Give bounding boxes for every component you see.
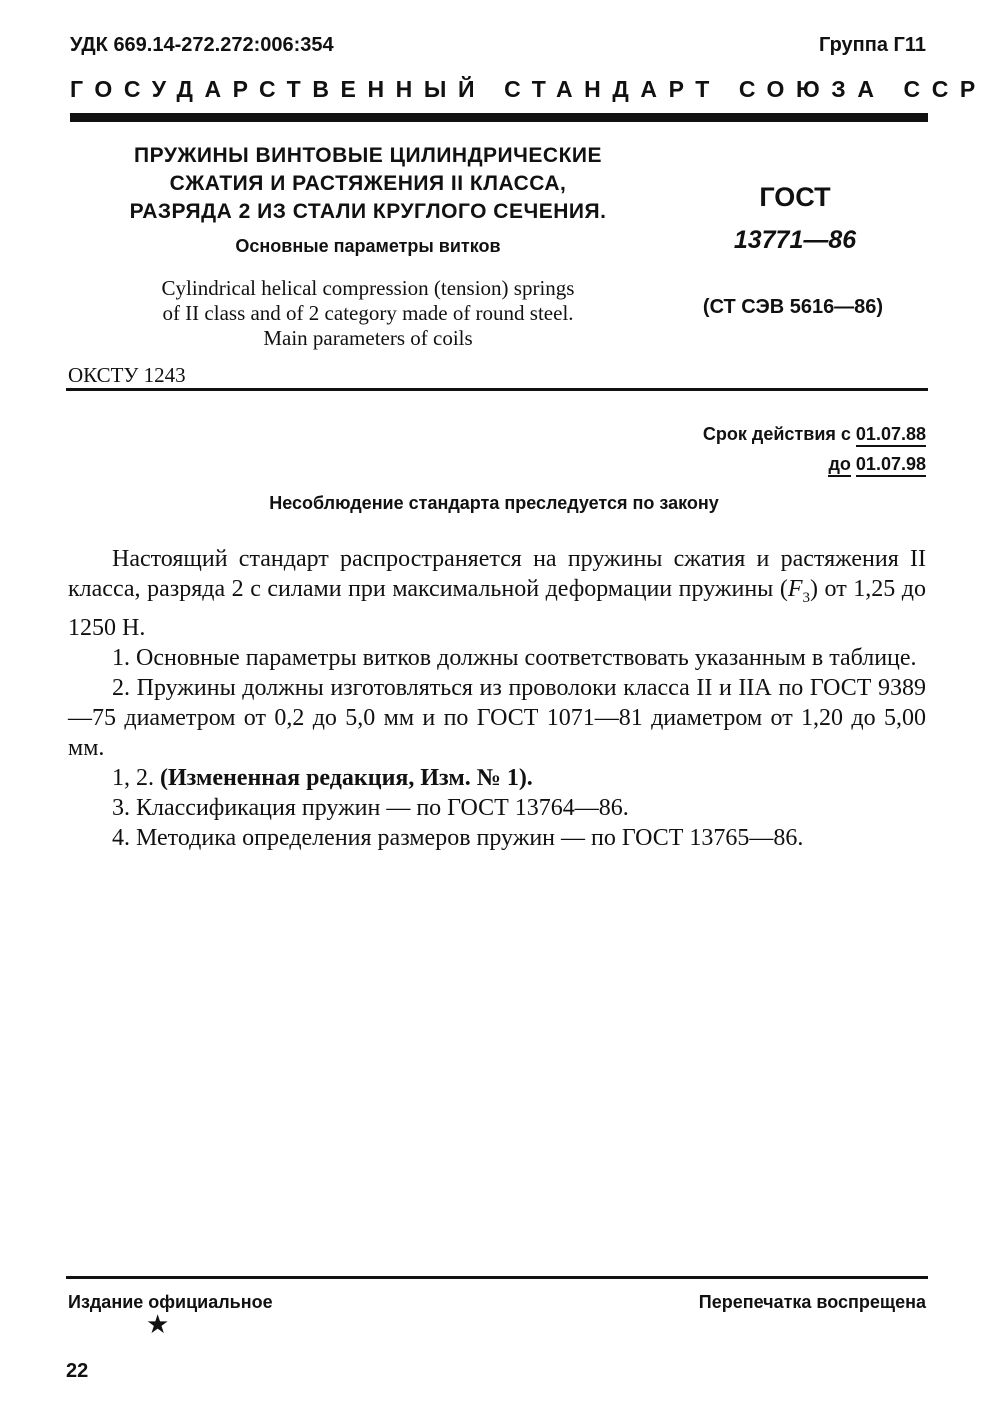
english-title-line-2: of II class and of 2 category made of round steel. xyxy=(162,301,574,325)
gost-label: ГОСТ xyxy=(759,182,831,212)
group-code: Группа Г11 xyxy=(819,34,926,56)
validity-from-date: 01.07.88 xyxy=(856,424,926,447)
clause-4: 4. Методика определения размеров пружин — по ГОСТ 13765—86. xyxy=(112,824,804,851)
page-number: 22 xyxy=(66,1360,89,1382)
amendment-prefix: 1, 2. xyxy=(112,764,154,791)
english-title-line-3: Main parameters of coils xyxy=(263,326,473,350)
body-text xyxy=(68,544,926,853)
clause-1: 1. Основные параметры витков должны соответствовать указанным в таблице. xyxy=(112,644,917,671)
validity-from-label: Срок действия с xyxy=(702,424,851,444)
english-title xyxy=(90,276,646,351)
title-line-1: ПРУЖИНЫ ВИНТОВЫЕ ЦИЛИНДРИЧЕСКИЕ xyxy=(134,144,602,167)
validity-to-date: 01.07.98 xyxy=(856,454,926,477)
reprint-prohibited-label: Перепечатка воспрещена xyxy=(698,1292,926,1312)
st-sev-reference: (СТ СЭВ 5616—86) xyxy=(702,296,884,318)
validity-to xyxy=(828,454,926,475)
gost-number: 13771—86 xyxy=(733,226,857,254)
document-subtitle: Основные параметры витков xyxy=(235,236,501,256)
validity-from xyxy=(703,424,926,445)
intro-text-a: Настоящий стандарт распространяется на пружины сжатия и растяжения II класса, разряда 2 с силами при максимальной деформации пружины ( xyxy=(68,546,926,602)
footer-rule xyxy=(66,1276,928,1279)
intro-paragraph xyxy=(68,544,926,643)
intro-text-b: ) от 1,25 до 1250 Н. xyxy=(68,576,927,641)
title-line-2: СЖАТИЯ И РАСТЯЖЕНИЯ II КЛАССА, xyxy=(169,172,567,195)
clause-3: 3. Классификация пружин — по ГОСТ 13764—86. xyxy=(112,794,629,821)
udk-code: УДК 669.14-272.272:006:354 xyxy=(70,34,334,56)
document-title xyxy=(90,142,646,226)
state-standard-heading: ГОСУДАРСТВЕННЫЙ СТАНДАРТ СОЮЗА ССР xyxy=(70,76,987,102)
validity-to-label: до xyxy=(828,454,850,477)
english-title-line-1: Cylindrical helical compression (tension) springs xyxy=(161,276,575,300)
amendment-note xyxy=(68,763,926,793)
star-icon: ★ xyxy=(146,1310,170,1339)
official-edition-label: Издание официальное xyxy=(68,1292,273,1312)
law-notice: Несоблюдение стандарта преследуется по закону xyxy=(269,493,719,513)
header-bottom-rule xyxy=(66,388,928,391)
header-thick-rule xyxy=(70,113,928,122)
title-line-3: РАЗРЯДА 2 ИЗ СТАЛИ КРУГЛОГО СЕЧЕНИЯ. xyxy=(129,200,607,223)
force-subscript: 3 xyxy=(802,589,810,606)
amendment-text: (Измененная редакция, Изм. № 1). xyxy=(160,764,533,791)
clause-2: 2. Пружины должны изготовляться из проволоки класса II и IIА по ГОСТ 9389—75 диаметром от 0,2 до 5,0 мм и по ГОСТ 1071—81 диаметром от 1,20 до 5,00 мм. xyxy=(68,674,926,761)
force-variable: F xyxy=(787,576,803,602)
okstu-code: ОКСТУ 1243 xyxy=(68,363,186,387)
